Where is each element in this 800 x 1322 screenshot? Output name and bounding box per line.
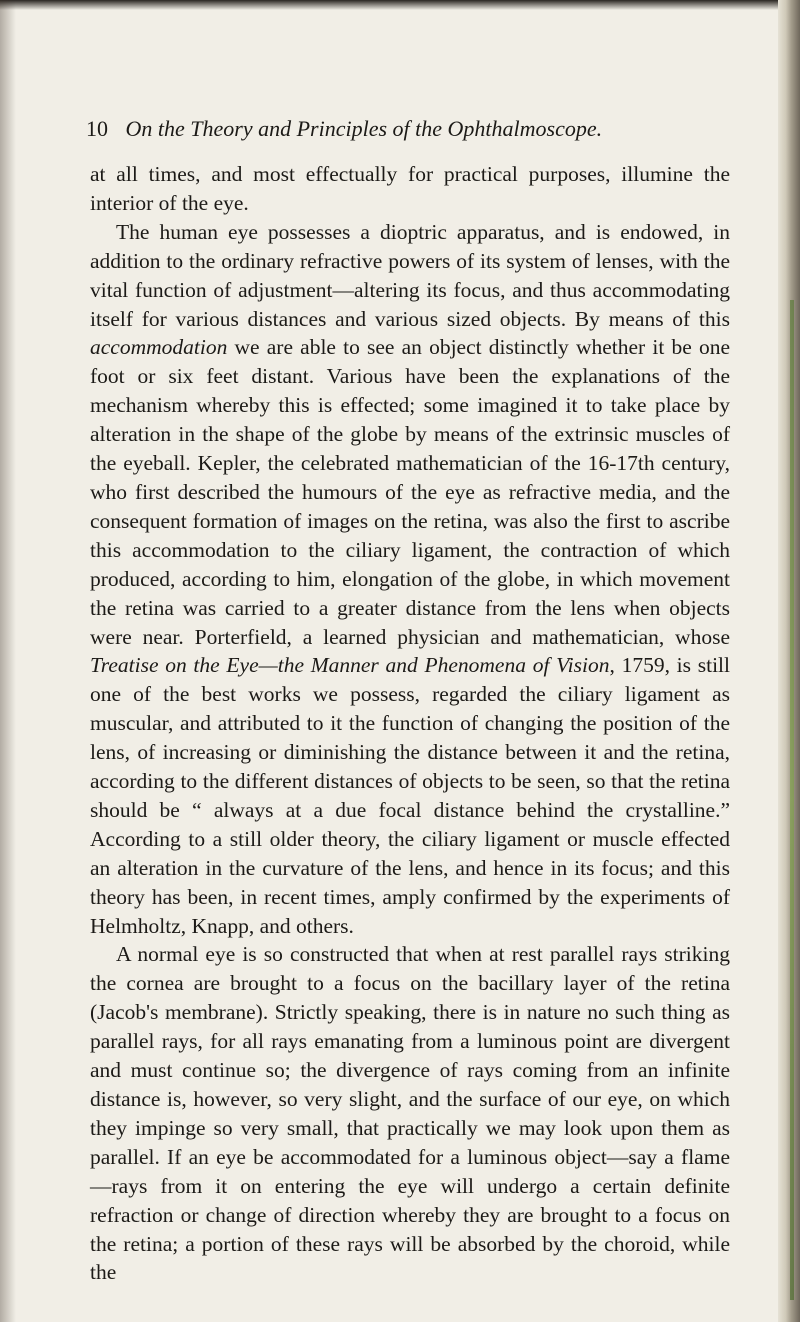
body-text [90, 160, 730, 1287]
paragraph [90, 160, 730, 218]
running-head [86, 113, 726, 145]
page-number: 10 [86, 116, 108, 141]
text-run: , 1759, is still one of the best works we possess, regarded the ciliary ligament as muscular, and attributed to it the function of changing the position of the lens, of increasing or diminishing the distance between it and the retina, according to the different distances of objects to be seen, so that the retina should be “ always at a due focal distance behind the crystalline.” According to a still older theory, the ciliary ligament or muscle effected an alteration in the curvature of the lens, and hence in its focus; and this theory has been, in recent times, amply confirmed by the experiments of Helmholtz, Knapp, and others. [90, 653, 730, 938]
text-run: we are able to see an object distinctly whether it be one foot or six feet distant. Various have been the explanations of the mechanism whereby this is effected; some imagined it to take place by alteration in the shape of the globe by means of the extrinsic muscles of the eyeball. Kepler, the celebrated mathematician of the 16-17th century, who first described the humours of the eye as refractive media, and the consequent formation of images on the retina, was also the first to ascribe this accommodation to the ciliary ligament, the contraction of which produced, according to him, elongation of the globe, in which movement the retina was carried to a greater distance from the lens when objects were near. Porterfield, a learned physician and mathematician, whose [90, 335, 730, 649]
text-run: at all times, and most effectually for practical purposes, illumine the interior of the eye. [90, 162, 730, 215]
italic-text: accommodation [90, 335, 228, 360]
text-run: The human eye possesses a dioptric apparatus, and is endowed, in addition to the ordinary refractive powers of its system of lenses, with the vital function of adjustment—altering its focus, and thus accommodating itself for various distances and various sized objects. By means of this [90, 219, 730, 331]
scan-top-edge [0, 0, 800, 10]
paragraph [90, 218, 730, 941]
binding-cloth-strip [790, 300, 794, 1300]
scan-left-shadow [0, 0, 16, 1322]
text-run: A normal eye is so constructed that when at rest parallel rays striking the cornea are brought to a focus on the bacillary layer of the retina (Jacob's membrane). Strictly speaking, there is in nature no such thing as parallel rays, for all rays emanating from a luminous point are divergent and must continue so; the divergence of rays coming from an infinite distance is, however, so very slight, and the surface of our eye, on which they impinge so very small, that practically we may look upon them as parallel. If an eye be accommodated for a luminous object—say a flame—rays from it on entering the eye will undergo a certain definite refraction or change of direction whereby they are brought to a focus on the retina; a portion of these rays will be absorbed by the choroid, while the [90, 942, 730, 1285]
running-title: On the Theory and Principles of the Ophthalmoscope. [125, 116, 603, 141]
book-binding-edge [778, 0, 800, 1322]
italic-text: Treatise on the Eye—the Manner and Phenomena of Vision [90, 653, 610, 678]
paragraph [90, 940, 730, 1287]
